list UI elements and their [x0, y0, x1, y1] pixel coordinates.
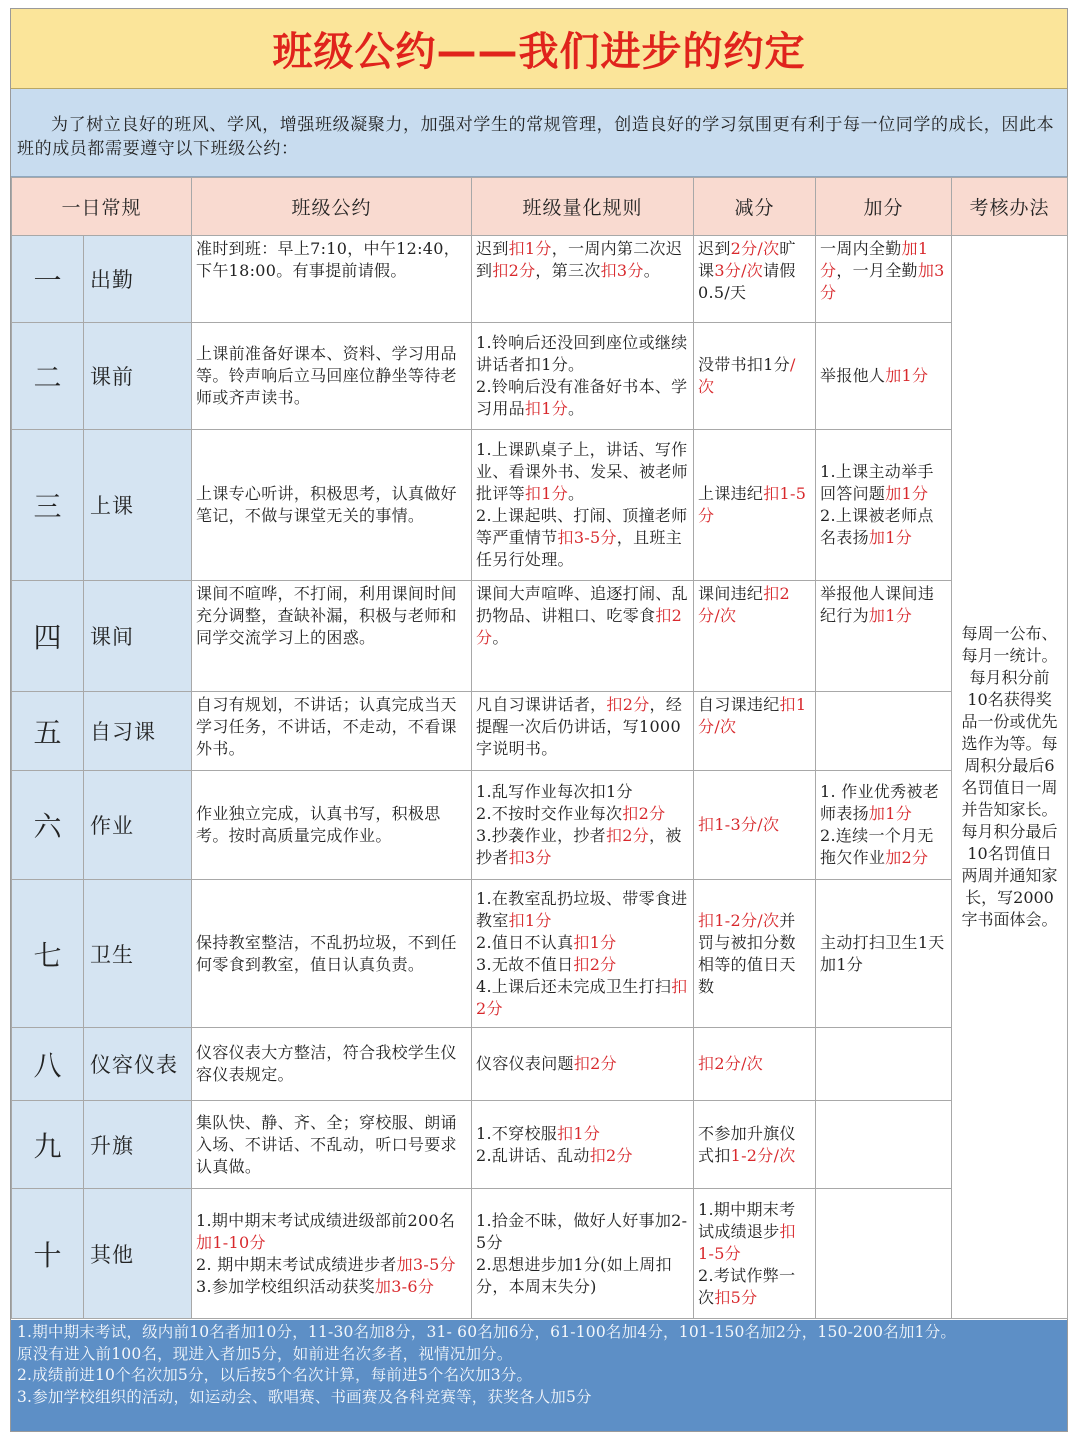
- class-rule-cell: [192, 1101, 472, 1189]
- row-category: 卫生: [84, 880, 192, 1028]
- rule-text: 。: [492, 628, 509, 647]
- rule-text: 2.不按时交作业每次: [476, 804, 623, 823]
- deduction-cell: [694, 1101, 816, 1189]
- score-value: 加1分: [868, 528, 913, 547]
- header-class-rules: 班级公约: [192, 178, 472, 236]
- rule-text: 课间大声喧哗、追逐打闹、乱扔物品、讲粗口、吃零食: [476, 584, 688, 625]
- rule-text: 自习有规划，不讲话；认真完成当天学习任务，不讲话，不走动，不看课外书。: [196, 695, 457, 758]
- assessment-method-cell: 每周一公布、每月一统计。每月积分前10名获得奖品一份或优先选作为等。每周积分最后6名罚值日一周并告知家长。每月积分最后10名罚值日两周并通知家长，写2000字书面体会。: [952, 236, 1068, 1319]
- class-rule-cell: [192, 1028, 472, 1101]
- row-category: 上课: [84, 430, 192, 581]
- class-rule-cell: [192, 1189, 472, 1319]
- class-rule-cell: [192, 430, 472, 581]
- rule-text: 请假0.5/天: [698, 261, 796, 302]
- rules-table-body: [12, 236, 1068, 1319]
- rule-text: ，一月全勤: [836, 261, 918, 280]
- class-rule-cell: [192, 880, 472, 1028]
- table-row: [12, 581, 1068, 692]
- footer-line: 原没有进入前100名，现进入者加5分，如前进名次多者，视情况加分。: [17, 1344, 513, 1363]
- table-row: [12, 1101, 1068, 1189]
- rule-text: 自习课违纪: [698, 695, 780, 714]
- page-title: 班级公约——我们进步的约定: [272, 29, 806, 75]
- rules-table: [11, 177, 1068, 1319]
- score-value: 加3-6分: [374, 1276, 435, 1296]
- bonus-cell: [816, 430, 952, 581]
- rule-text: 。: [568, 399, 585, 418]
- quant-rule-cell: [472, 323, 694, 430]
- bonus-cell: [816, 1189, 952, 1319]
- rule-text: 2.连续一个月无拖欠作业: [820, 826, 934, 867]
- rule-text: 迟到: [698, 239, 731, 258]
- rule-text: 2. 期中期末考试成绩进步者: [196, 1254, 397, 1274]
- deduction-cell: [694, 581, 816, 692]
- rule-text: 2.上课被老师点名表扬: [820, 506, 934, 547]
- row-category: 课前: [84, 323, 192, 430]
- row-category: 作业: [84, 771, 192, 880]
- quant-rule-cell: [472, 1028, 694, 1101]
- rule-text: 准时到班：早上7:10，中午12:40，下午18:00。有事提前请假。: [196, 239, 461, 280]
- rule-text: 并罚与被扣分数相等的值日天数: [698, 910, 796, 996]
- score-value: 扣1分: [573, 932, 617, 952]
- rule-text: 3.参加学校组织活动获奖: [196, 1276, 375, 1296]
- deduction-cell: [694, 1189, 816, 1319]
- class-rule-cell: [192, 581, 472, 692]
- rule-text: 1.上课主动举手回答问题: [820, 462, 934, 503]
- score-value: 加3-5分: [396, 1254, 456, 1274]
- title-banner: [11, 9, 1067, 89]
- rule-text: 集队快、静、齐、全；穿校服、朗诵入场、不讲话、不乱动，听口号要求认真做。: [196, 1112, 457, 1176]
- rule-text: 作业独立完成，认真书写，积极思考。按时高质量完成作业。: [196, 804, 441, 845]
- quant-rule-cell: [472, 581, 694, 692]
- rule-text: 主动打扫卫生1天加1分: [820, 932, 945, 974]
- rule-text: ，一周内第二次迟到: [476, 239, 683, 280]
- row-number: 八: [12, 1028, 84, 1101]
- rule-text: 4.上课后还未完成卫生打扫: [476, 976, 672, 996]
- rule-text: ，且班主任另行处理。: [476, 528, 682, 569]
- rule-text: 上课前准备好课本、资料、学习用品等。铃声响后立马回座位静坐等待老师或齐声读书。: [196, 344, 457, 407]
- score-value: 扣1-5分: [698, 484, 807, 525]
- table-row: [12, 430, 1068, 581]
- deduction-cell: [694, 323, 816, 430]
- bonus-cell: [816, 1028, 952, 1101]
- deduction-cell: [694, 1028, 816, 1101]
- rule-text: 举报他人: [820, 366, 886, 385]
- table-row: [12, 771, 1068, 880]
- score-value: 扣1分/次: [698, 695, 807, 736]
- rule-text: 1.在教室乱扔垃圾、带零食进教室: [476, 888, 688, 930]
- score-value: 扣1分: [557, 1123, 601, 1143]
- bonus-cell: [816, 880, 952, 1028]
- quant-rule-cell: [472, 430, 694, 581]
- table-row: [12, 1028, 1068, 1101]
- score-value: 扣2分: [573, 1054, 617, 1073]
- rules-sheet: [10, 8, 1068, 1432]
- footer-notes: [11, 1320, 1067, 1431]
- footer-line: 3.参加学校组织的活动，如运动会、歌唱赛、书画赛及各科竞赛等，获奖各人加5分: [17, 1387, 592, 1406]
- score-value: 加1分: [868, 606, 913, 625]
- rule-text: 仪容仪表问题: [476, 1054, 574, 1073]
- quant-rule-cell: [472, 771, 694, 880]
- score-value: 加1分: [868, 804, 913, 823]
- table-row: [12, 236, 1068, 323]
- rule-text: 1.拾金不昧，做好人好事加2-5分: [476, 1210, 688, 1252]
- rule-text: 1.铃响后还没回到座位或继续讲话者扣1分。: [476, 333, 688, 374]
- score-value: 加1分: [885, 366, 929, 385]
- rule-text: 2.思想进步加1分(如上周扣分，本周末失分): [476, 1254, 672, 1296]
- rule-text: 旷课: [698, 239, 796, 280]
- class-rule-cell: [192, 771, 472, 880]
- score-value: 扣2分: [492, 261, 536, 280]
- score-value: 1-2分/次: [730, 1145, 796, 1165]
- rule-text: 1.上课趴桌子上，讲话、写作业、看课外书、发呆、被老师批评等: [476, 440, 688, 503]
- rule-text: 2.乱讲话、乱动: [476, 1145, 590, 1165]
- score-value: 加2分: [885, 848, 929, 867]
- rule-text: 1.期中期末考试成绩进级部前200名: [196, 1210, 456, 1230]
- bonus-cell: [816, 771, 952, 880]
- score-value: 加1分: [820, 239, 929, 280]
- score-value: 扣1-5分: [698, 1221, 796, 1263]
- row-number: 九: [12, 1101, 84, 1189]
- row-number: 四: [12, 581, 84, 692]
- rule-text: 迟到: [476, 239, 509, 258]
- bonus-cell: [816, 323, 952, 430]
- rule-text: ，经提醒一次后仍讲话，写1000字说明书。: [476, 695, 683, 758]
- rule-text: 没带书扣1分: [698, 355, 790, 374]
- score-value: 扣3分: [600, 261, 644, 280]
- rule-text: 2.值日不认真: [476, 932, 574, 952]
- row-category: 出勤: [84, 236, 192, 323]
- deduction-cell: [694, 880, 816, 1028]
- footer-line: 2.成绩前进10个名次加5分，以后按5个名次计算，每前进5个名次加3分。: [17, 1366, 533, 1384]
- rule-text: 仪容仪表大方整洁，符合我校学生仪容仪表规定。: [196, 1043, 457, 1084]
- rule-text: 1.期中期末考试成绩退步: [698, 1199, 796, 1241]
- score-value: 3分/次: [714, 261, 764, 280]
- deduction-cell: [694, 430, 816, 581]
- rule-text: 上课专心听讲，积极思考，认真做好笔记，不做与课堂无关的事情。: [196, 484, 457, 525]
- row-number: 五: [12, 692, 84, 771]
- class-rule-cell: [192, 323, 472, 430]
- score-value: 扣1分: [508, 910, 552, 930]
- bonus-cell: [816, 1101, 952, 1189]
- score-value: 扣3分: [508, 848, 552, 867]
- intro-paragraph: 为了树立良好的班风、学风，增强班级凝聚力，加强对学生的常规管理，创造良好的学习氛围更有利于每一位同学的成长，因此本班的成员都需要遵守以下班级公约：: [11, 89, 1067, 177]
- rule-text: 3.无故不值日: [476, 954, 574, 974]
- bonus-cell: [816, 236, 952, 323]
- score-value: 扣3-5分: [557, 528, 617, 547]
- quant-rule-cell: [472, 1101, 694, 1189]
- bonus-cell: [816, 581, 952, 692]
- rule-text: 课间不喧哗，不打闹，利用课间时间充分调整，查缺补漏，积极与老师和同学交流学习上的困惑。: [196, 584, 457, 647]
- row-category: 其他: [84, 1189, 192, 1319]
- score-value: 扣1-2分/次: [698, 910, 780, 930]
- class-rule-cell: [192, 236, 472, 323]
- score-value: 加1-10分: [196, 1232, 266, 1252]
- header-bonus: 加分: [816, 178, 952, 236]
- rule-text: 3.抄袭作业，抄者: [476, 826, 606, 845]
- quant-rule-cell: [472, 692, 694, 771]
- header-deduction: 减分: [694, 178, 816, 236]
- rule-text: 1.不穿校服: [476, 1123, 558, 1143]
- deduction-cell: [694, 771, 816, 880]
- table-row: [12, 323, 1068, 430]
- score-value: 扣2分/次: [698, 1054, 764, 1073]
- score-value: 扣2分/次: [698, 584, 790, 625]
- footer-line: 1.期中期末考试，级内前10名者加10分，11-30名加8分，31- 60名加6分，61-100名加4分，101-150名加2分，150-200名加1分。: [17, 1323, 957, 1341]
- score-value: 扣1分: [508, 239, 552, 258]
- table-row: [12, 880, 1068, 1028]
- score-value: 扣2分: [573, 954, 617, 974]
- row-category: 升旗: [84, 1101, 192, 1189]
- row-number: 一: [12, 236, 84, 323]
- row-number: 十: [12, 1189, 84, 1319]
- row-category: 仪容仪表: [84, 1028, 192, 1101]
- rule-text: 凡自习课讲话者，: [476, 695, 607, 714]
- header-quant-rules: 班级量化规则: [472, 178, 694, 236]
- row-number: 六: [12, 771, 84, 880]
- table-header-row: [12, 178, 1068, 236]
- table-row: [12, 1189, 1068, 1319]
- rule-text: 1. 作业优秀被老师表扬: [820, 782, 940, 823]
- deduction-cell: [694, 236, 816, 323]
- bonus-cell: [816, 692, 952, 771]
- table-row: [12, 692, 1068, 771]
- rule-text: 2.考试作弊一次: [698, 1265, 796, 1307]
- row-number: 三: [12, 430, 84, 581]
- row-category: 自习课: [84, 692, 192, 771]
- quant-rule-cell: [472, 236, 694, 323]
- score-value: 扣1分: [524, 484, 569, 503]
- score-value: 扣2分: [476, 606, 683, 647]
- rule-text: ，被抄者: [476, 826, 682, 867]
- rule-text: 一周内全勤: [820, 239, 902, 258]
- header-daily-routine: 一日常规: [12, 178, 192, 236]
- rule-text: 。: [568, 484, 585, 503]
- score-value: 扣2分: [606, 695, 650, 714]
- score-value: 扣1分: [524, 399, 569, 418]
- row-number: 二: [12, 323, 84, 430]
- rule-text: 上课违纪: [698, 484, 764, 503]
- score-value: 扣2分: [589, 1145, 633, 1165]
- score-value: 2分/次: [730, 239, 780, 258]
- quant-rule-cell: [472, 1189, 694, 1319]
- score-value: 扣5分: [714, 1287, 758, 1307]
- rule-text: 不参加升旗仪式扣: [698, 1123, 796, 1165]
- score-value: /次: [698, 355, 796, 396]
- score-value: 加1分: [885, 484, 929, 503]
- rule-text: 。: [643, 261, 661, 280]
- score-value: 扣2分: [476, 976, 688, 1018]
- quant-rule-cell: [472, 880, 694, 1028]
- header-assessment: 考核办法: [952, 178, 1068, 236]
- rule-text: 2.上课起哄、打闹、顶撞老师等严重情节: [476, 506, 688, 547]
- score-value: 扣2分: [605, 826, 650, 845]
- row-number: 七: [12, 880, 84, 1028]
- score-value: 加3分: [820, 261, 945, 302]
- row-category: 课间: [84, 581, 192, 692]
- rule-text: 保持教室整洁，不乱扔垃圾，不到任何零食到教室，值日认真负责。: [196, 932, 457, 974]
- rule-text: 2.铃响后没有准备好书本、学习用品: [476, 377, 688, 418]
- score-value: 扣2分: [622, 804, 666, 823]
- deduction-cell: [694, 692, 816, 771]
- rule-text: ，第三次: [535, 261, 601, 280]
- class-rule-cell: [192, 692, 472, 771]
- score-value: 扣1-3分/次: [698, 815, 780, 834]
- rule-text: 1.乱写作业每次扣1分: [476, 782, 633, 801]
- rule-text: 课间违纪: [698, 584, 764, 603]
- rule-text: 举报他人课间违纪行为: [820, 584, 935, 625]
